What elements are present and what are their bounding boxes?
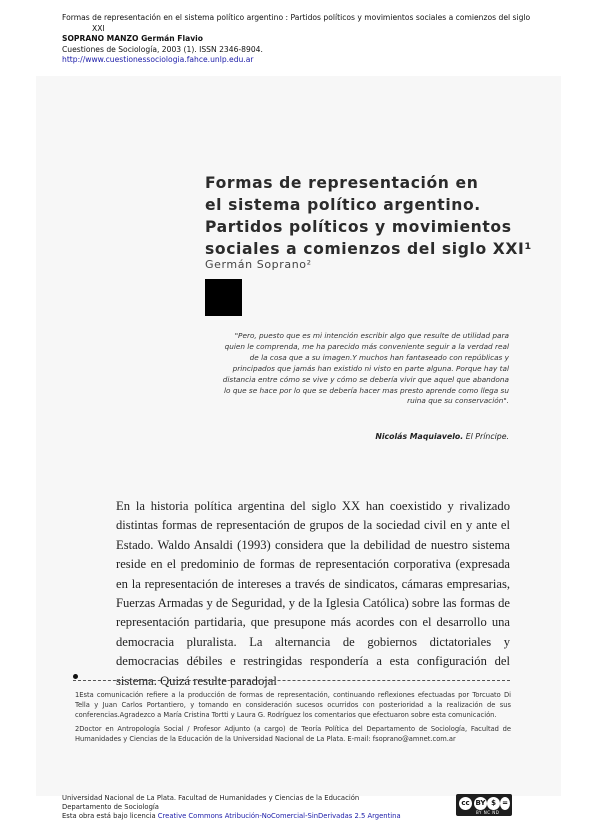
footnote-bullet (73, 674, 78, 679)
nc-icon: $ (487, 797, 500, 810)
footnotes (75, 690, 511, 748)
document-header (62, 13, 562, 66)
article-author: Germán Soprano² (205, 258, 312, 271)
article-title (205, 172, 535, 260)
title-line-2: el sistema político argentino. (205, 196, 481, 214)
nd-icon: = (500, 797, 510, 810)
footnote-1: 1Esta comunicación refiere a la producción de formas de representación, continuando reflexiones efectuadas por Torcuato Di Tella y Juan Carlos Portantiero, y tomando en consideración sucesos ocurridos con posterioridad a la realización de sus conferencias.Agradezco a María Cristina Tortti y Laura G. Rodríguez los comentarios que efectuaron sobre esta comunicación. (75, 691, 511, 719)
epigraph-quote: "Pero, puesto que es mi intención escribir algo que resulte de utilidad para quien le comprenda, me ha parecido más conveniente seguir a la verdad real de la cosa que a su imagen.Y muchos han fantaseado con repúblicas y principados que jamás han existido ni visto en parte alguna. Porque hay tal distancia entre cómo se vive y cómo se debería vivir que aquel que abandona lo que se hace por lo que se debería hacer mas presto aprende como llega su ruina que su conservación". (222, 331, 509, 406)
cc-badge-label: BY NC ND (476, 810, 500, 815)
header-journal: Cuestiones de Sociología, 2003 (1). ISSN 2346-8904. (62, 44, 263, 54)
footer-institution: Universidad Nacional de La Plata. Facultad de Humanidades y Ciencias de la Educación (62, 794, 360, 802)
epigraph-work: El Príncipe. (465, 432, 509, 441)
header-author: SOPRANO MANZO Germán Flavio (62, 34, 203, 44)
by-icon: BY (474, 797, 487, 810)
epigraph-attribution (300, 432, 509, 441)
footnote-2: 2Doctor en Antropología Social / Profesor Adjunto (a cargo) de Teoría Política del Departamento de Sociología, Facultad de Humanidades y Ciencias de la Educación de la Universidad Nacional de La Plata. E-mail: fsoprano@amnet.com.ar (75, 725, 511, 743)
epigraph-author: Nicolás Maquiavelo. (375, 432, 464, 441)
footer-department: Departamento de Sociología (62, 802, 159, 811)
creative-commons-badge[interactable] (456, 794, 512, 816)
header-title-cont: XXI (92, 23, 105, 33)
footer-license-line (62, 812, 401, 821)
body-paragraph: En la historia política argentina del siglo XX han coexistido y rivalizado distintas formas de representación de grupos de la sociedad civil en y ante el Estado. Waldo Ansaldi (1993) considera que la debilidad de nuestro sistema reside en el predominio de formas de representación corporativa (expresada en la representación de intereses a través de sindicatos, cámaras empresarias, Fuerzas Armadas y de Seguridad, y de la Iglesia Católica) sobre las formas de representación partidaria, que presupone más acordes con el desarrollo una democracia pluralista. La alternancia de gobiernos dictatoriales y democracias débiles e restringidas respondería a esta configuración del sistema. Quizá resulte paradojal (116, 499, 510, 688)
document-footer (62, 794, 401, 820)
header-title: Formas de representación en el sistema político argentino : Partidos políticos y movimientos sociales a comienzos del siglo (62, 13, 531, 22)
body-text (116, 497, 510, 691)
license-link[interactable]: Creative Commons Atribución-NoComercial-SinDerivadas 2.5 Argentina (157, 811, 401, 820)
decorative-black-square (205, 279, 242, 316)
title-line-4: sociales a comienzos del siglo XXI¹ (205, 240, 532, 258)
cc-icon: cc (459, 797, 472, 810)
title-line-1: Formas de representación en (205, 174, 479, 192)
footer-license-prefix: Esta obra está bajo licencia (62, 811, 158, 820)
title-line-3: Partidos políticos y movimientos (205, 218, 512, 236)
footnote-separator (73, 680, 510, 681)
header-url-link[interactable]: http://www.cuestionessociologia.fahce.unlp.edu.ar (62, 55, 254, 65)
